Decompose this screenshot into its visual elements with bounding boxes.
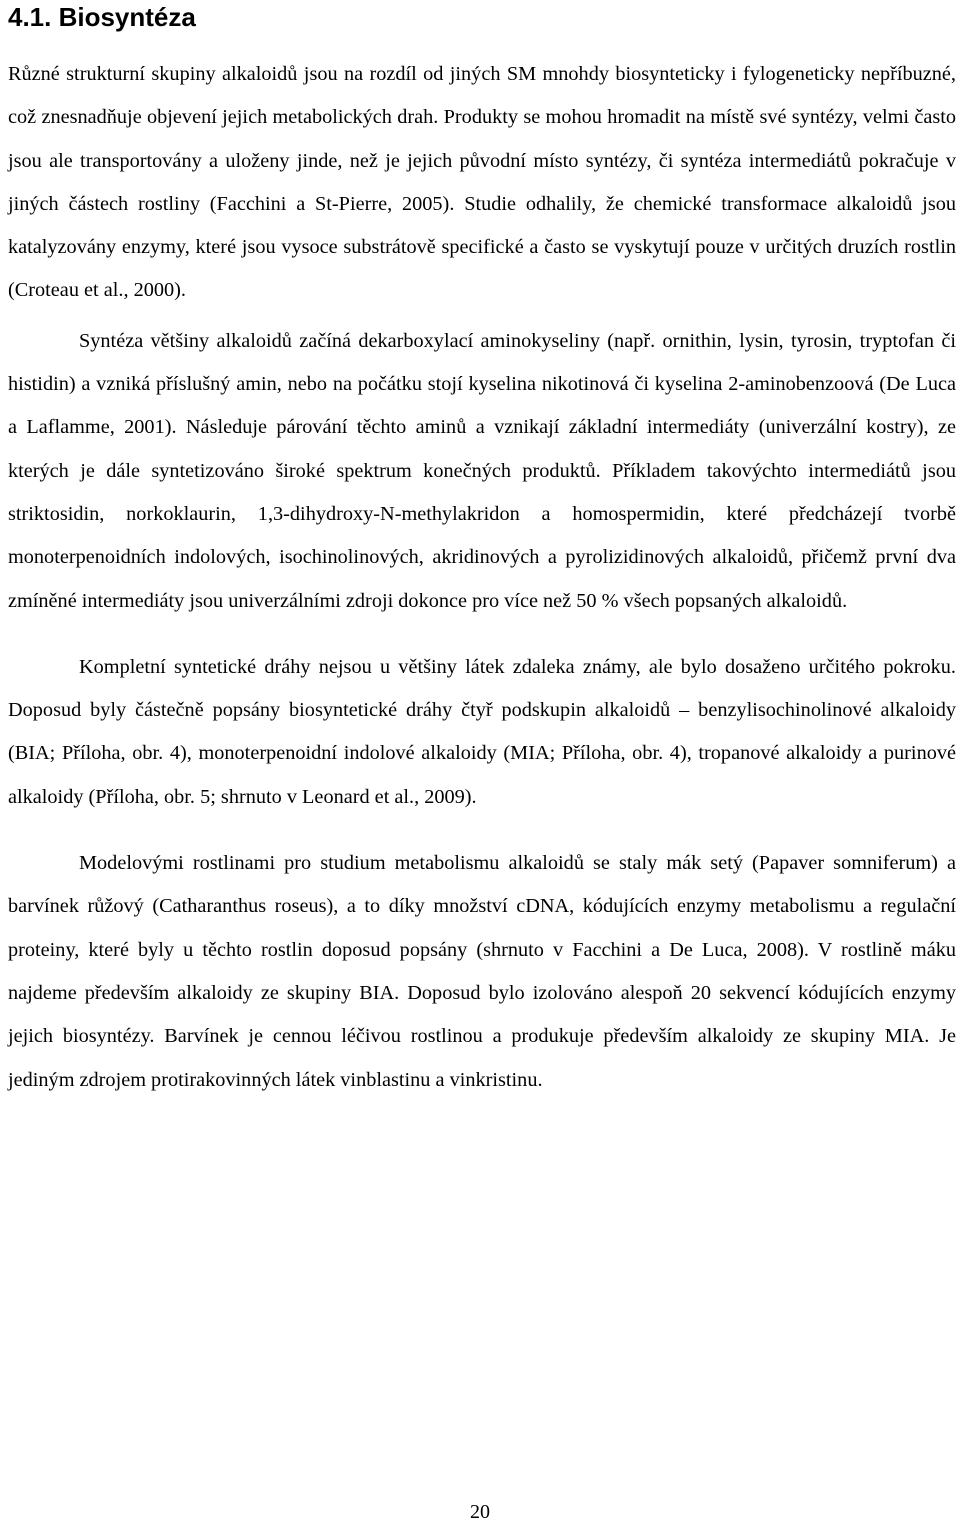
paragraph-3: Kompletní syntetické dráhy nejsou u většiny látek zdaleka známy, ale bylo dosaženo určitého pokroku. Doposud byly částečně popsány biosyntetické dráhy čtyř podskupin alkaloidů – benzylisochinolinové alkaloidy (BIA; Příloha, obr. 4), monoterpenoidní indolové alkaloidy (MIA; Příloha, obr. 4), tropanové alkaloidy a purinové alkaloidy (Příloha, obr. 5; shrnuto v Leonard et al., 2009).: [8, 655, 956, 808]
paragraph-2: Syntéza většiny alkaloidů začíná dekarboxylací aminokyseliny (např. ornithin, lysin, tyrosin, tryptofan či histidin) a vzniká příslušný amin, nebo na počátku stojí kyselina nikotinová či kyselina 2-aminobenzoová (De Luca a Laflamme, 2001). Následuje párování těchto aminů a vznikají základní intermediáty (univerzální kostry), ze kterých je dále syntetizováno široké spektrum konečných produktů. Příkladem takovýchto intermediátů jsou striktosidin, norkoklaurin, 1,3-dihydroxy-N-methylakridon a homospermidin, které předcházejí tvorbě monoterpenoidních indolových, isochinolinových, akridinových a pyrolizidinových alkaloidů, přičemž první dva zmíněné intermediáty jsou univerzálními zdroji dokonce pro více než 50 % všech popsaných alkaloidů.: [8, 329, 956, 612]
page-number: 20: [470, 1501, 490, 1523]
section-heading: 4.1. Biosyntéza: [8, 2, 196, 32]
paragraph-4: Modelovými rostlinami pro studium metabolismu alkaloidů se staly mák setý (Papaver somniferum) a barvínek růžový (Catharanthus roseus), a to díky množství cDNA, kódujících enzymy metabolismu a regulační proteiny, které byly u těchto rostlin doposud popsány (shrnuto v Facchini a De Luca, 2008). V rostlině máku najdeme především alkaloidy ze skupiny BIA. Doposud bylo izolováno alespoň 20 sekvencí kódujících enzymy jejich biosyntézy. Barvínek je cennou léčivou rostlinou a produkuje především alkaloidy ze skupiny MIA. Je jediným zdrojem protirakovinných látek vinblastinu a vinkristinu.: [8, 852, 956, 1091]
body-text: [8, 53, 956, 1102]
paragraph-1: Různé strukturní skupiny alkaloidů jsou na rozdíl od jiných SM mnohdy biosynteticky i fylogeneticky nepříbuzné, což znesnadňuje objevení jejich metabolických drah. Produkty se mohou hromadit na místě své syntézy, velmi často jsou ale transportovány a uloženy jinde, než je jejich původní místo syntézy, či syntéza intermediátů pokračuje v jiných částech rostliny (Facchini a St-Pierre, 2005). Studie odhalily, že chemické transformace alkaloidů jsou katalyzovány enzymy, které jsou vysoce substrátově specifické a často se vyskytují pouze v určitých druzích rostlin (Croteau et al., 2000).: [8, 63, 956, 302]
